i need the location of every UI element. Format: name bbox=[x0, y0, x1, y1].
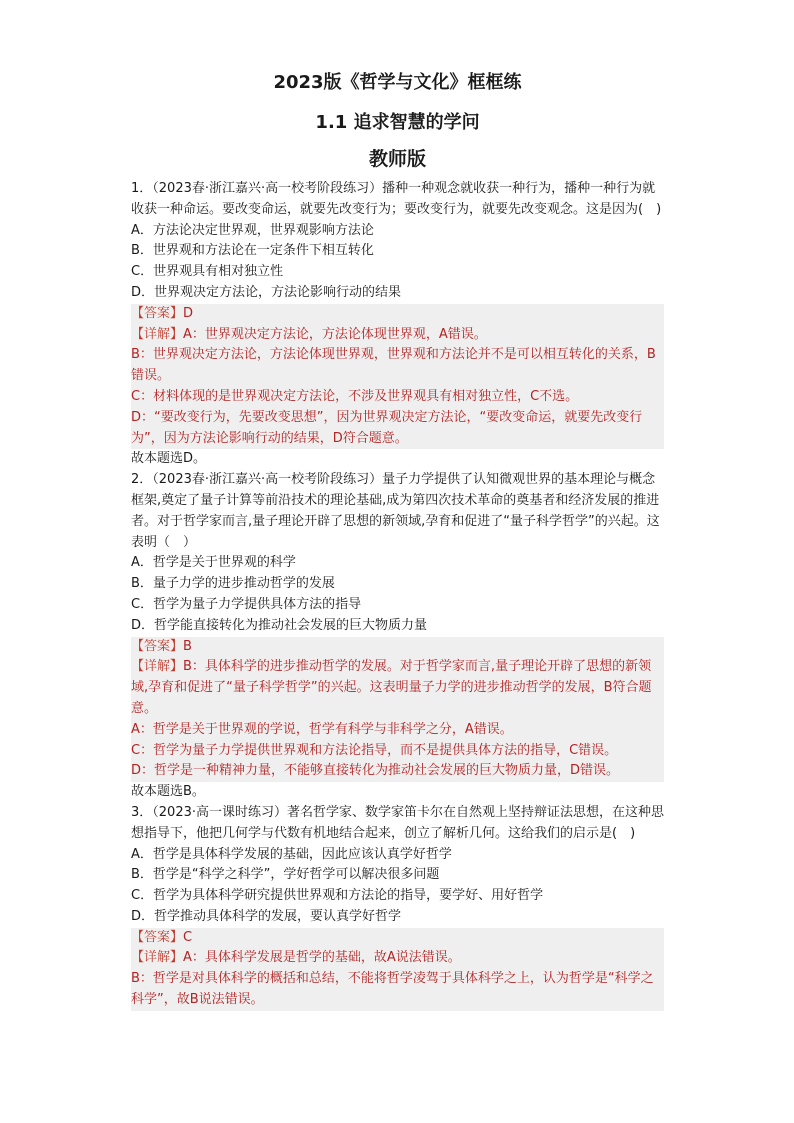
explanation-text: A：世界观决定方法论，方法论体现世界观，A错误。 bbox=[183, 326, 487, 342]
explanation-text: A：具体科学发展是哲学的基础，故A说法错误。 bbox=[183, 950, 461, 966]
answer-section bbox=[131, 637, 664, 783]
answer-line bbox=[131, 637, 664, 658]
explanation-text: C：材料体现的是世界观决定方法论，不涉及世界观具有相对独立性，C不选。 bbox=[131, 388, 579, 404]
explanation-line bbox=[131, 720, 664, 741]
explanation-line bbox=[131, 657, 664, 719]
edition-label: 教师版 bbox=[368, 148, 426, 170]
answer-option: B．量子力学的进步推动哲学的发展 bbox=[131, 576, 335, 592]
conclusion-line: 故本题选D。 bbox=[131, 451, 207, 467]
explanation-text: A：哲学是关于世界观的学说，哲学有科学与非科学之分，A错误。 bbox=[131, 721, 513, 737]
explanation-line bbox=[131, 345, 664, 387]
explanation-text: D：哲学是一种精神力量，不能够直接转化为推动社会发展的巨大物质力量，D错误。 bbox=[131, 763, 620, 779]
explanation-tag: 【详解】 bbox=[131, 659, 184, 675]
document-title: 2023版《哲学与文化》框框练 bbox=[273, 72, 522, 93]
question-stem: 1．（2023春·浙江嘉兴·高一校考阶段练习）播种一种观念就收获一种行为，播种一种行为就收获一种命运。要改变命运，就要先改变行为；要改变行为，就要先改变观念。这是因为( ) bbox=[131, 181, 662, 217]
explanation-text: C：哲学为量子力学提供世界观和方法论指导，而不是提供具体方法的指导，C错误。 bbox=[131, 742, 618, 758]
explanation-line bbox=[131, 387, 664, 408]
answer-option: A．哲学是具体科学发展的基础，因此应该认真学好哲学 bbox=[131, 846, 452, 862]
explanation-line bbox=[131, 969, 664, 1011]
answer-value: D bbox=[183, 305, 194, 321]
answer-option: D．哲学能直接转化为推动社会发展的巨大物质力量 bbox=[131, 617, 428, 633]
answer-option: D．哲学推动具体科学的发展，要认真学好哲学 bbox=[131, 908, 402, 924]
explanation-line bbox=[131, 761, 664, 782]
section-title: 1.1 追求智慧的学问 bbox=[315, 112, 480, 133]
answer-tag: 【答案】 bbox=[131, 305, 184, 321]
explanation-text: B：世界观决定方法论，方法论体现世界观，世界观和方法论并不是可以相互转化的关系，B错误。 bbox=[131, 347, 656, 384]
answer-option: A．哲学是关于世界观的科学 bbox=[131, 555, 296, 571]
answer-tag: 【答案】 bbox=[131, 638, 184, 654]
answer-option: D．世界观决定方法论，方法论影响行动的结果 bbox=[131, 284, 402, 300]
conclusion-line: 故本题选B。 bbox=[131, 784, 205, 800]
explanation-line bbox=[131, 948, 664, 969]
answer-option: C．世界观具有相对独立性 bbox=[131, 264, 284, 280]
question-stem: 2．（2023春·浙江嘉兴·高一校考阶段练习）量子力学提供了认知微观世界的基本理论与概念框架,奠定了量子计算等前沿技术的理论基础,成为第四次技术革命的奠基者和经济发展的推进者。对于哲学家而言,量子理论开辟了思想的新领域,孕育和促进了“量子科学哲学”的兴起。这表明（ ） bbox=[131, 472, 660, 550]
question-block bbox=[131, 803, 664, 1011]
explanation-line bbox=[131, 408, 664, 450]
explanation-text: D：“要改变行为，先要改变思想”，因为世界观决定方法论，“要改变命运，就要先改变行为”，因为方法论影响行动的结果，D符合题意。 bbox=[131, 409, 643, 446]
question-list bbox=[131, 179, 664, 1011]
answer-value: C bbox=[183, 929, 193, 945]
question-block bbox=[131, 470, 664, 803]
explanation-line bbox=[131, 741, 664, 762]
question-block bbox=[131, 179, 664, 470]
question-stem: 3．（2023·高一课时练习）著名哲学家、数学家笛卡尔在自然观上坚持辩证法思想，在这种思想指导下，他把几何学与代数有机地结合起来，创立了解析几何。这给我们的启示是( ) bbox=[131, 804, 664, 841]
answer-section bbox=[131, 304, 664, 450]
answer-option: C．哲学为具体科学研究提供世界观和方法论的指导，要学好、用好哲学 bbox=[131, 888, 544, 904]
answer-value: B bbox=[183, 638, 192, 654]
answer-option: A．方法论决定世界观，世界观影响方法论 bbox=[131, 222, 374, 238]
answer-section bbox=[131, 928, 664, 1011]
answer-tag: 【答案】 bbox=[131, 929, 184, 945]
answer-option: B．世界观和方法论在一定条件下相互转化 bbox=[131, 243, 374, 259]
explanation-text: B：具体科学的进步推动哲学的发展。对于哲学家而言,量子理论开辟了思想的新领域,孕育和促进了“量子科学哲学”的兴起。这表明量子力学的进步推动哲学的发展，B符合题意。 bbox=[131, 659, 652, 716]
explanation-text: B：哲学是对具体科学的概括和总结，不能将哲学凌驾于具体科学之上，认为哲学是“科学之科学”，故B说法错误。 bbox=[131, 971, 654, 1008]
explanation-tag: 【详解】 bbox=[131, 326, 184, 342]
explanation-tag: 【详解】 bbox=[131, 950, 184, 966]
document-page bbox=[131, 68, 664, 1011]
answer-line bbox=[131, 928, 664, 949]
explanation-line bbox=[131, 325, 664, 346]
answer-option: B．哲学是“科学之科学”，学好哲学可以解决很多问题 bbox=[131, 867, 440, 883]
answer-line bbox=[131, 304, 664, 325]
answer-option: C．哲学为量子力学提供具体方法的指导 bbox=[131, 596, 362, 612]
